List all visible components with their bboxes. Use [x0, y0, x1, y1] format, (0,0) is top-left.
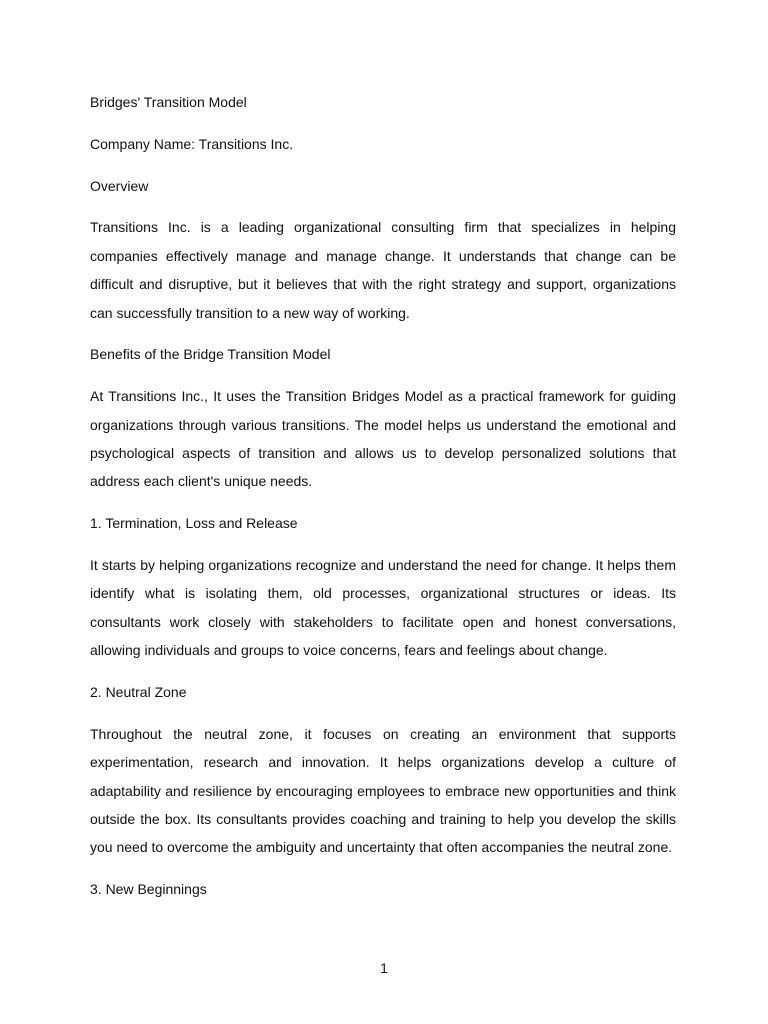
company-name-line: Company Name: Transitions Inc. — [90, 135, 294, 152]
document-body — [90, 88, 676, 917]
overview-heading: Overview — [90, 177, 149, 194]
section-paragraph-termination: It starts by helping organizations recognize and understand the need for change. It helps them identify what is isolating them, old processes, organizational structures or ideas. Its consultants work closely with stakeholders to facilitate open and honest conversations, allowing individuals and groups to voice concerns, fears and feelings about change. — [90, 557, 676, 659]
document-title: Bridges' Transition Model — [90, 94, 247, 110]
section-heading-new-beginnings: 3. New Beginnings — [90, 881, 207, 898]
benefits-heading: Benefits of the Bridge Transition Model — [90, 346, 331, 363]
section-heading-termination: 1. Termination, Loss and Release — [90, 515, 298, 532]
page-number: 1 — [380, 960, 388, 976]
section-heading-neutral-zone: 2. Neutral Zone — [90, 684, 187, 701]
section-paragraph-neutral-zone: Throughout the neutral zone, it focuses on creating an environment that supports experimentation, research and innovation. It helps organizations develop a culture of adaptability and resilience by encouraging employees to embrace new opportunities and think outside the box. Its consultants provides coaching and training to help you develop the skills you need to overcome the ambiguity and uncertainty that often accompanies the neutral zone. — [90, 725, 676, 856]
overview-paragraph: Transitions Inc. is a leading organizational consulting firm that specializes in helping companies effectively manage and manage change. It understands that change can be difficult and disruptive, but it believes that with the right strategy and support, organizations can successfully transition to a new way of working. — [90, 219, 676, 321]
benefits-paragraph: At Transitions Inc., It uses the Transition Bridges Model as a practical framework for guiding organizations through various transitions. The model helps us understand the emotional and psychological aspects of transition and allows us to develop personalized solutions that address each client's unique needs. — [90, 388, 676, 490]
